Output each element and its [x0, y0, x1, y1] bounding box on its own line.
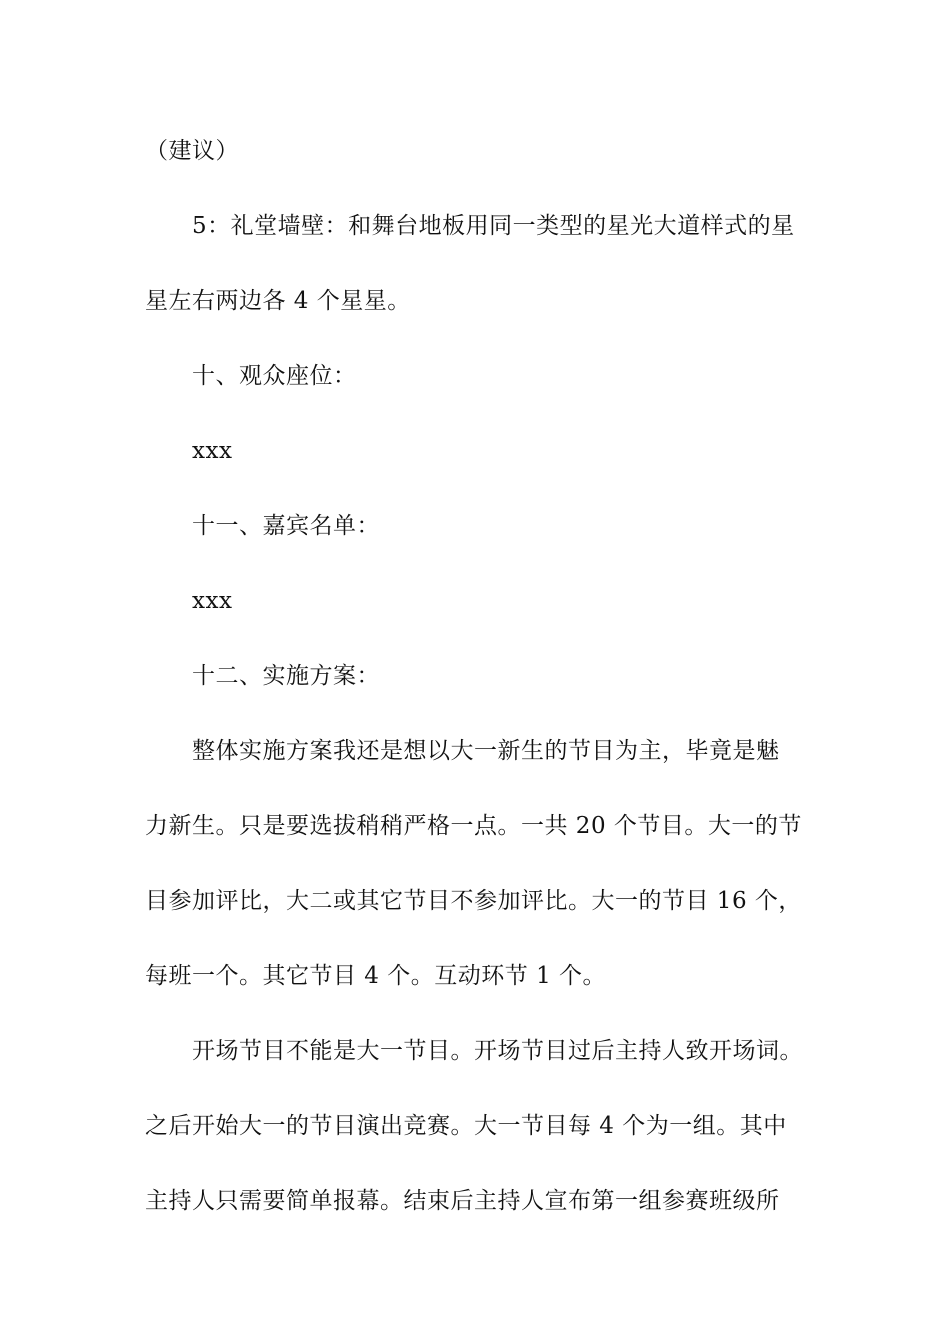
paragraph-opening-line-1: 开场节目不能是大一节目。开场节目过后主持人致开场词。	[192, 1038, 803, 1064]
note-suggestion: （建议）	[145, 138, 239, 164]
seating-placeholder: xxx	[192, 438, 233, 464]
paragraph-opening-line-2: 之后开始大一的节目演出竞赛。大一节目每 4 个为一组。其中	[145, 1113, 787, 1139]
guest-list-placeholder: xxx	[192, 588, 233, 614]
paragraph-opening-line-3: 主持人只需要简单报幕。结束后主持人宣布第一组参赛班级所	[145, 1188, 780, 1214]
paragraph-plan-line-4: 每班一个。其它节目 4 个。互动环节 1 个。	[145, 963, 607, 989]
paragraph-plan-line-3: 目参加评比，大二或其它节目不参加评比。大一的节目 16 个，	[145, 888, 802, 914]
paragraph-wall-line-2: 星左右两边各 4 个星星。	[145, 288, 411, 314]
paragraph-wall-line-1: 5：礼堂墙壁：和舞台地板用同一类型的星光大道样式的星	[192, 213, 795, 239]
paragraph-plan-line-1: 整体实施方案我还是想以大一新生的节目为主，毕竟是魅	[192, 738, 780, 764]
heading-guest-list: 十一、嘉宾名单：	[192, 513, 380, 539]
heading-audience-seating: 十、观众座位：	[192, 363, 357, 389]
paragraph-plan-line-2: 力新生。只是要选拔稍稍严格一点。一共 20 个节目。大一的节	[145, 813, 802, 839]
heading-implementation: 十二、实施方案：	[192, 663, 380, 689]
